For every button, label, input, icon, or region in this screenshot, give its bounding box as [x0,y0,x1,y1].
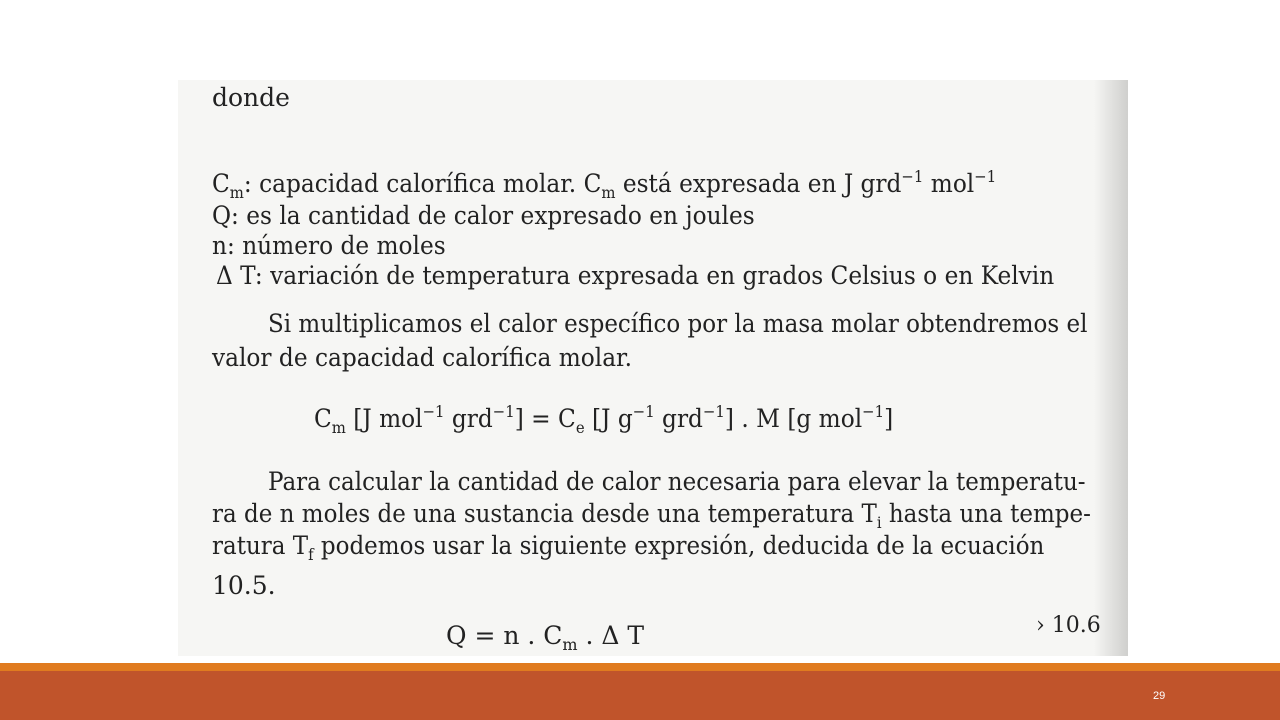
equation-number: › 10.6 [1036,613,1101,638]
definition-cm: $C_m$: capacidad calorífica molar. $C_m$ está expresada en J grd$^{-1}$ mol$^{-1}$ [212,167,997,202]
paragraph2-line2: ra de n moles de una sustancia desde una temperatura $T_i$ hasta una tempe- [212,499,1091,532]
book-spine-shadow [1094,80,1128,656]
equation-cm-ce: $C_m$ [J mol$^{-1}$ $grd^{-1}] = C_e$ [J $g^{-1}$ grd$^{-1}$] . M [g mol$^{-1}$] [314,402,894,437]
slide-page-number: 29 [1153,690,1166,702]
paragraph2-line3: ratura $T_f$ podemos usar la siguiente expresión, deducida de la ecuación [212,531,1045,564]
paragraph1-line2: valor de capacidad calorífica molar. [212,343,633,372]
definition-q: Q: es la cantidad de calor expresado en joules [212,201,755,230]
paragraph2-line1: Para calcular la cantidad de calor necesaria para elevar la temperatu- [268,467,1086,496]
equation-heat: Q = n . $C_m$ . Δ T [446,621,645,654]
definition-delta-t: Δ T: variación de temperatura expresada en grados Celsius o en Kelvin [216,261,1055,290]
footer-bar [0,671,1280,720]
paragraph1-line1: Si multiplicamos el calor específico por la masa molar obtendremos el [268,309,1088,338]
definition-n: n: número de moles [212,231,446,260]
paragraph2-line4: 10.5. [212,571,276,600]
footer-accent-line [0,663,1280,671]
scanned-page [178,80,1128,656]
heading-donde: donde [212,83,290,112]
